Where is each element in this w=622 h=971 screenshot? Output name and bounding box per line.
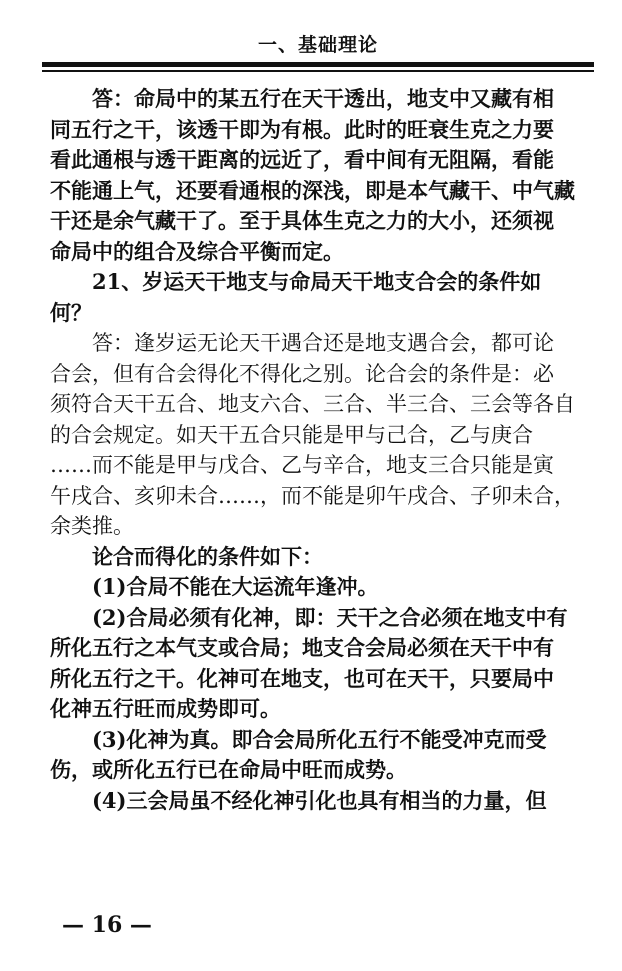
text-line: 化神五行旺而成势即可。: [50, 696, 281, 721]
header-rule-thick: [42, 62, 594, 67]
text-line: 看此通根与透干距离的远近了，看中间有无阻隔，看能: [50, 147, 554, 172]
text-line: 伤，或所化五行已在命局中旺而成势。: [50, 757, 407, 782]
header-rule-thin: [42, 70, 594, 72]
text-line: 午戌合、亥卯未合……，而不能是卯午戌合、子卯未合，: [50, 483, 575, 508]
text-line: 答：命局中的某五行在天干透出，地支中又藏有相: [92, 86, 554, 111]
text-line: (3)化神为真。即合会局所化五行不能受冲克而受: [92, 726, 547, 752]
text-line: 须符合天干五合、地支六合、三合、半三合、三会等各自: [50, 392, 575, 416]
text-line: 论合而得化的条件如下：: [92, 543, 323, 569]
text-line: 何？: [50, 299, 92, 325]
text-line: 的合会规定。如天干五合只能是甲与己合，乙与庚合: [50, 422, 533, 447]
text-line: 同五行之干，该透干即为有根。此时的旺衰生克之力要: [50, 116, 554, 142]
text-line: 合会，但有合会得化不得化之别。论合会的条件是：必: [50, 361, 554, 386]
text-line: 21、岁运天干地支与命局天干地支合会的条件如: [92, 269, 542, 294]
text-line: 所化五行之本气支或合局；地支合会局必须在天干中有: [50, 635, 554, 660]
text-line: (1)合局不能在大运流年逢冲。: [92, 574, 379, 599]
text-line: ……而不能是甲与戊合、乙与辛合，地支三合只能是寅: [50, 453, 554, 477]
text-line: 不能通上气，还要看通根的深浅，即是本气藏干、中气藏: [50, 177, 575, 203]
running-header: 一、基础理论: [257, 34, 378, 56]
text-line: 命局中的组合及综合平衡而定。: [50, 238, 344, 264]
page-number: — 16 —: [62, 912, 152, 938]
text-line: (2)合局必须有化神，即：天干之合必须在地支中有: [92, 604, 568, 630]
text-line: 干还是余气藏干了。至于具体生克之力的大小，还须视: [50, 208, 554, 233]
text-line: 答：逢岁运无论天干遇合还是地支遇合会，都可论: [92, 331, 554, 355]
text-line: (4)三会局虽不经化神引化也具有相当的力量，但: [92, 787, 547, 813]
text-line: 所化五行之干。化神可在地支，也可在天干，只要局中: [50, 665, 554, 691]
text-line: 余类推。: [50, 514, 134, 538]
body-text: [50, 84, 598, 816]
